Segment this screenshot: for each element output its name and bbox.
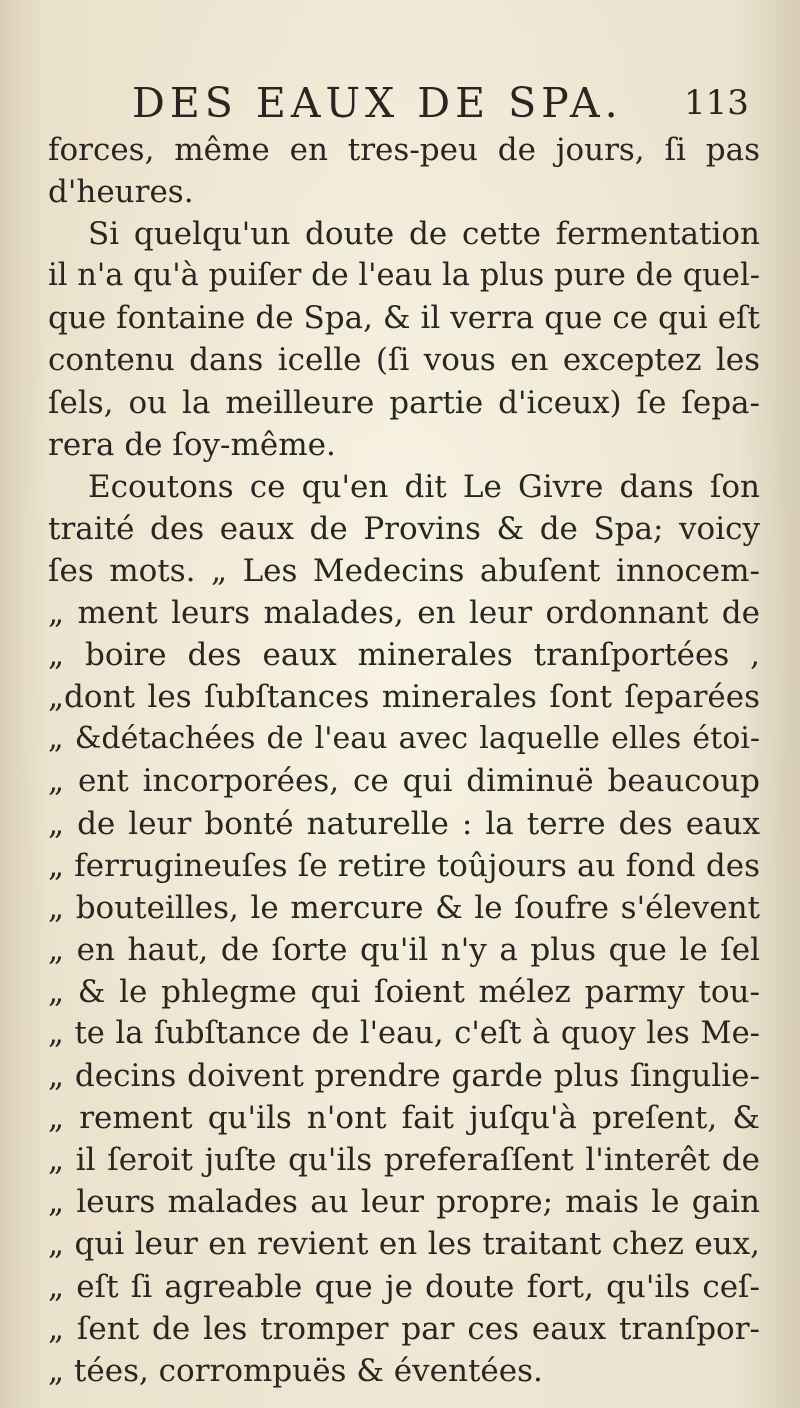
text-line: „ de leur bonté naturelle : la terre des eaux [48,805,760,842]
text-line: traité des eaux de Provins & de Spa; voicy [48,510,760,547]
text-line: „dont les ſubſtances minerales ſont ſeparées [48,679,760,716]
text-line: „ eſt ſi agreable que je doute fort, qu'ils ceſ- [48,1268,760,1305]
text-line: „ boire des eaux minerales tranſportées , [48,637,760,674]
text-line: „ tées, corrompuës & éventées. [48,1352,543,1389]
text-line: ſes mots. „ Les Medecins abuſent innocem- [48,552,760,589]
text-line: rera de ſoy-même. [48,426,336,463]
text-line: forces, même en tres-peu de jours, ſi pas [48,132,760,168]
page-number: 113 [684,83,749,123]
text-line: „ ment leurs malades, en leur ordonnant de [48,595,760,632]
text-line: ſels, ou la meilleure partie d'iceux) ſe ſepa- [48,384,760,421]
text-line: „ decins doivent prendre garde plus ſingulie- [48,1058,760,1095]
body-text [48,129,760,1392]
text-line: que fontaine de Spa, & il verra que ce qui eſt [48,300,760,337]
text-line: „ & le phlegme qui ſoient mélez parmy tou- [48,973,760,1010]
page-header [0,78,800,128]
text-line: „ ſent de les tromper par ces eaux tranſpor- [48,1310,760,1347]
text-line: contenu dans icelle (ſi vous en exceptez les [48,342,760,379]
text-line: Ecoutons ce qu'en dit Le Givre dans ſon [88,468,760,505]
text-line: „ te la ſubſtance de l'eau, c'eſt à quoy les Me- [48,1015,760,1051]
text-line: „ bouteilles, le mercure & le ſoufre s'élevent [48,889,760,926]
text-line: „ qui leur en revient en les traitant chez eux, [48,1226,760,1263]
text-line: „ &détachées de l'eau avec laquelle elles étoi- [48,721,760,757]
text-line: „ il ſeroit juſte qu'ils preferaſſent l'interêt de [48,1142,760,1179]
text-line: Si quelqu'un doute de cette fermentation [88,216,760,253]
text-line: d'heures. [48,174,194,211]
text-line: „ leurs malades au leur propre; mais le gain [48,1184,760,1221]
text-line: „ rement qu'ils n'ont fait juſqu'à preſent, & [48,1100,760,1137]
text-line: „ ferrugineuſes ſe retire toûjours au fond des [48,847,760,884]
text-line: „ ent incorporées, ce qui diminuë beaucoup [48,763,760,800]
text-line: il n'a qu'à puiſer de l'eau la plus pure de quel- [48,258,760,294]
running-head: DES EAUX DE SPA. [132,79,623,127]
text-line: „ en haut, de ſorte qu'il n'y a plus que le ſel [48,931,760,968]
